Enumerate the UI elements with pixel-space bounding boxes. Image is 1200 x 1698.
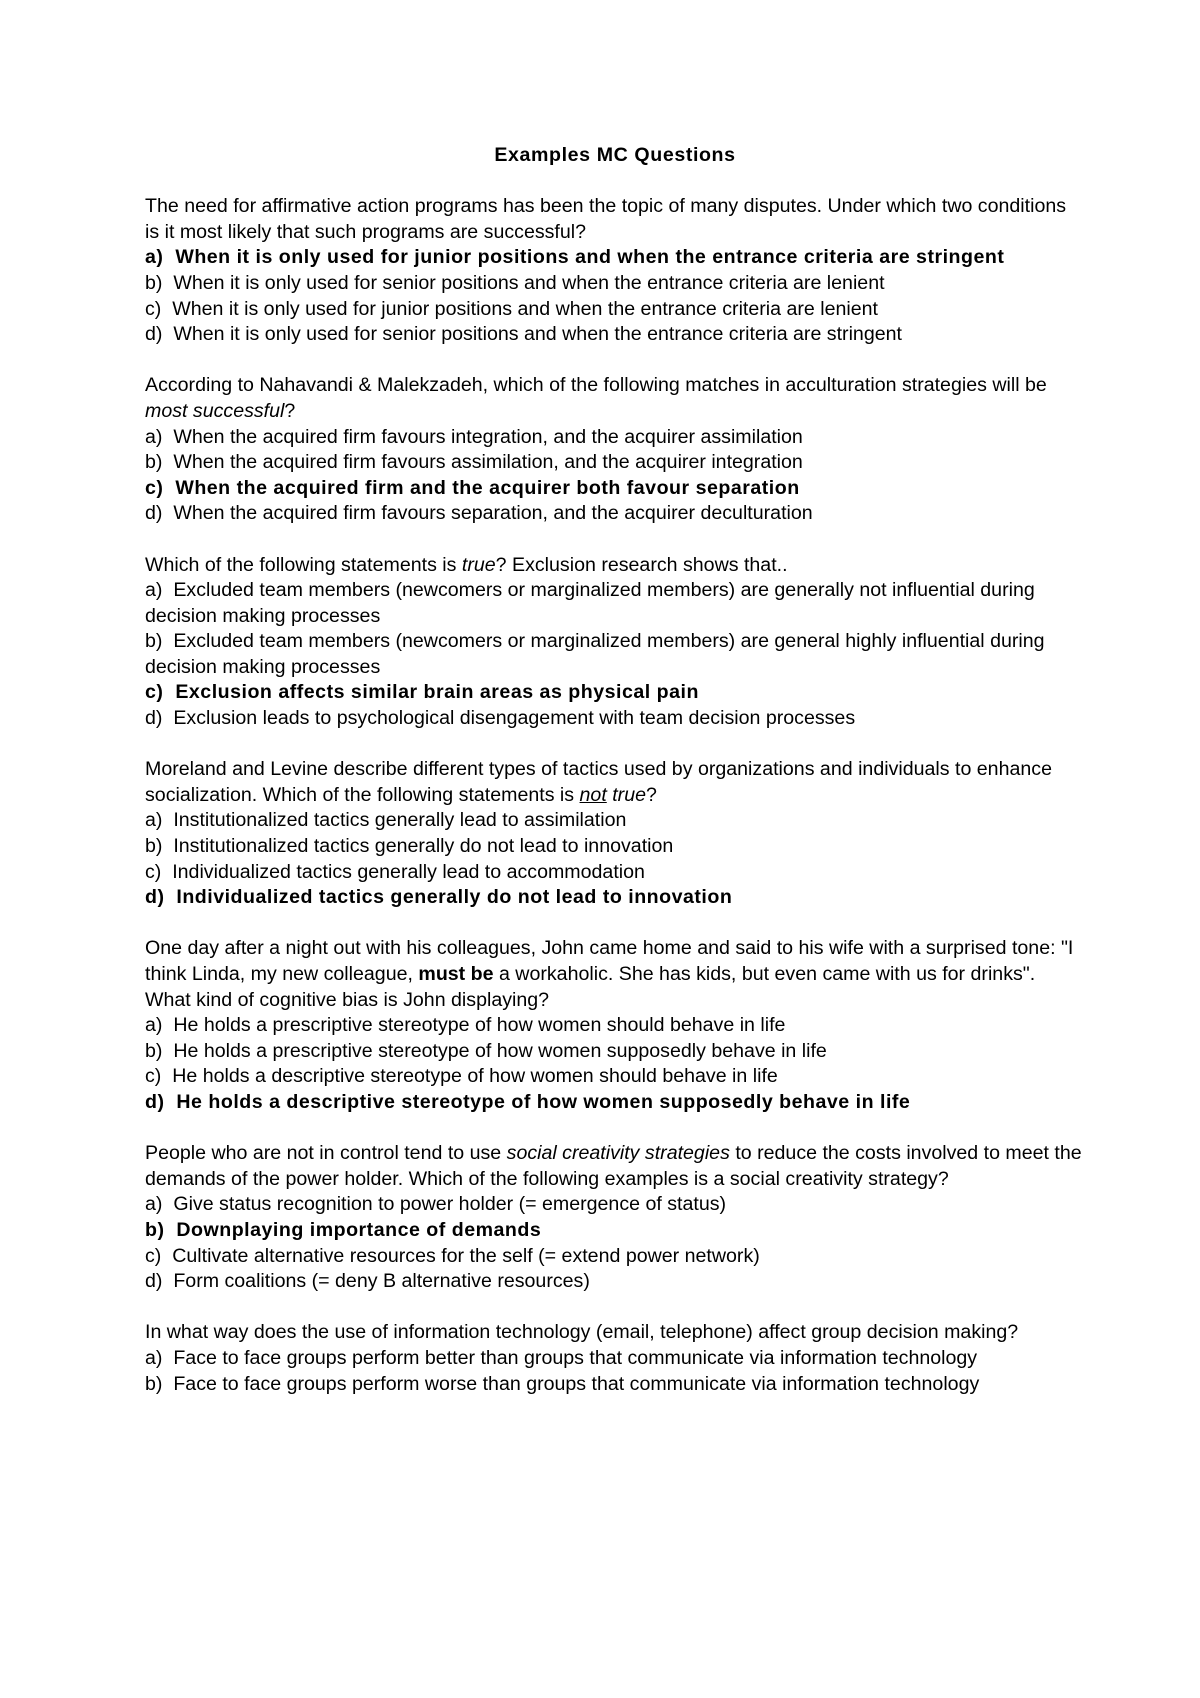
question-stem: According to Nahavandi & Malekzadeh, which of the following matches in acculturation strategies will be most successful? (145, 374, 1047, 422)
document-page (145, 143, 1085, 1423)
option: c) Cultivate alternative resources for the self (= extend power network) (145, 1244, 760, 1267)
option: d) Exclusion leads to psychological disengagement with team decision processes (145, 707, 856, 730)
option: c) When it is only used for junior positions and when the entrance criteria are lenient (145, 297, 878, 320)
option: d) When the acquired firm favours separation, and the acquirer deculturation (145, 502, 813, 525)
option: a) Give status recognition to power holder (= emergence of status) (145, 1193, 727, 1216)
option: b) Face to face groups perform worse than groups that communicate via information technology (145, 1372, 980, 1395)
question-stem: One day after a night out with his colleagues, John came home and said to his wife with a surprised tone: "I think Linda, my new colleague, must be a workaholic. She has kids, but even came with us for drinks". What kind of cognitive bias is John displaying? (145, 937, 1074, 1011)
emphasis-text: social creativity strategies (506, 1142, 730, 1165)
emphasis-text: true (461, 553, 496, 576)
option: a) When the acquired firm favours integration, and the acquirer assimilation (145, 425, 803, 448)
option-correct: d) Individualized tactics generally do not lead to innovation (145, 886, 733, 909)
option: c) He holds a descriptive stereotype of how women should behave in life (145, 1065, 778, 1088)
question-stem: Moreland and Levine describe different types of tactics used by organizations and individuals to enhance socialization. Which of the following statements is not true? (145, 758, 1052, 806)
option: d) When it is only used for senior positions and when the entrance criteria are stringent (145, 323, 902, 346)
option: b) When it is only used for senior positions and when the entrance criteria are lenient (145, 271, 885, 294)
emphasis-text: not (579, 783, 607, 806)
option: a) Excluded team members (newcomers or marginalized members) are generally not influential during decision making processes (145, 579, 1035, 627)
option: b) When the acquired firm favours assimilation, and the acquirer integration (145, 451, 803, 474)
question-4 (145, 757, 1085, 911)
option: a) Face to face groups perform better than groups that communicate via information technology (145, 1346, 978, 1369)
option: b) Excluded team members (newcomers or marginalized members) are general highly influential during decision making processes (145, 630, 1045, 678)
option: a) Institutionalized tactics generally lead to assimilation (145, 809, 627, 832)
emphasis-text: true (612, 783, 646, 806)
option: c) Individualized tactics generally lead to accommodation (145, 860, 645, 883)
option: b) He holds a prescriptive stereotype of how women supposedly behave in life (145, 1039, 827, 1062)
question-7 (145, 1320, 1085, 1397)
option-correct: d) He holds a descriptive stereotype of how women supposedly behave in life (145, 1090, 911, 1113)
question-1 (145, 194, 1085, 348)
question-stem: The need for affirmative action programs has been the topic of many disputes. Under which two conditions is it most likely that such programs are successful? (145, 195, 1067, 243)
question-stem: People who are not in control tend to use social creativity strategies to reduce the costs involved to meet the demands of the power holder. Which of the following examples is a social creativity strategy? (145, 1142, 1082, 1190)
option-correct: b) Downplaying importance of demands (145, 1218, 542, 1241)
question-2 (145, 373, 1085, 527)
question-5 (145, 936, 1085, 1115)
option: d) Form coalitions (= deny B alternative resources) (145, 1270, 590, 1293)
option-correct: c) Exclusion affects similar brain areas as physical pain (145, 681, 699, 704)
emphasis-text: most successful (145, 399, 285, 422)
question-6 (145, 1141, 1085, 1295)
document-title: Examples MC Questions (494, 144, 736, 166)
question-stem: In what way does the use of information technology (email, telephone) affect group decision making? (145, 1321, 1019, 1344)
option-correct: c) When the acquired firm and the acquirer both favour separation (145, 476, 800, 499)
question-3 (145, 553, 1085, 732)
emphasis-text: must be (418, 963, 494, 985)
option: b) Institutionalized tactics generally do not lead to innovation (145, 835, 674, 858)
question-stem: Which of the following statements is true? Exclusion research shows that.. (145, 553, 788, 576)
option: a) He holds a prescriptive stereotype of how women should behave in life (145, 1014, 786, 1037)
option-correct: a) When it is only used for junior positions and when the entrance criteria are stringent (145, 246, 1005, 269)
